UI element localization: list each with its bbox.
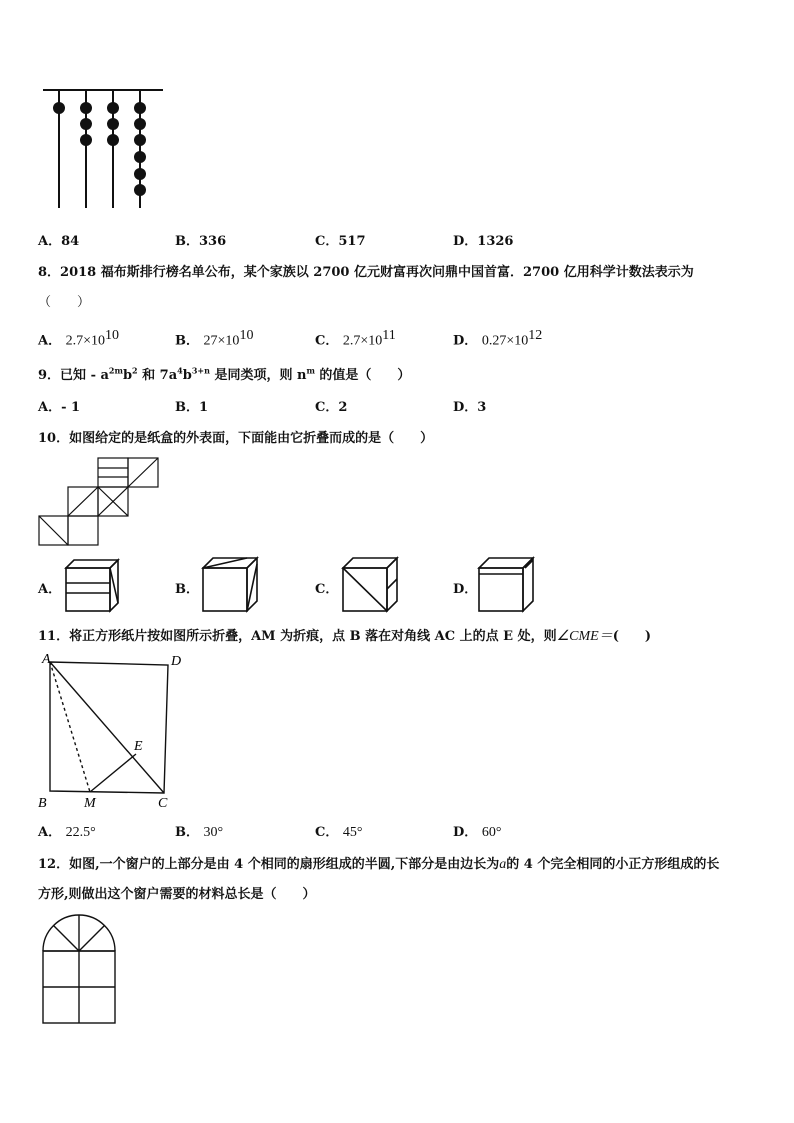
label-a: A [42,652,51,667]
label-m: M [84,796,96,811]
q10-option-c: C． [315,582,339,597]
cube-option-d [476,556,538,614]
q11-option-c: C． 45° [315,825,363,840]
q8-option-c: C． $2.7\times 10^{11}$ [315,328,396,349]
question-9-text: 9．已知 - $a^{2m}b^2$ 和 $7a^4b^{3+n}$ 是同类项，则 $n^m$ 的值是（ ） [38,365,411,383]
q7-option-b: B．336 [175,234,227,249]
question-10-text: 10．如图给定的是纸盒的外表面，下面能由它折叠而成的是（ ） [38,431,434,446]
q7-option-c: C．517 [315,234,366,249]
q10-option-a: A． [38,582,62,597]
cube-option-c [340,556,400,614]
label-e: E [134,739,143,754]
q9-option-b: B．1 [175,400,209,415]
q9-option-a: A．- 1 [38,400,81,415]
cube-option-a [63,558,123,614]
question-8-paren: （ ） [38,295,91,310]
q9-option-d: D．3 [453,400,487,415]
q11-option-d: D． 60° [453,825,502,840]
q7-option-d: D．1326 [453,234,514,249]
question-12-line-2: 方形,则做出这个窗户需要的材料总长是（ ） [38,887,316,902]
q7-option-a: A．84 [38,234,80,249]
box-net-figure [38,457,163,549]
q9-option-c: C．2 [315,400,348,415]
q10-option-b: B． [175,582,199,597]
square-fold-figure [36,650,196,810]
question-8-text: 8．2018 福布斯排行榜名单公布，某个家族以 2700 亿元财富再次问鼎中国首富．2700 亿用科学计数法表示为 [38,265,694,280]
q11-option-b: B． 30° [175,825,224,840]
question-12-line-1: 12．如图,一个窗户的上部分是由 4 个相同的扇形组成的半圆,下部分是由边长为a的 4 个完全相同的小正方形组成的长 [38,857,720,872]
window-figure [40,912,120,1026]
label-c: C [158,796,168,811]
q8-option-d: D． $0.27\times 10^{12}$ [453,328,543,349]
label-b: B [38,796,47,811]
cube-option-b [200,556,260,614]
abacus-figure [38,85,168,215]
label-d: D [171,654,182,669]
q8-option-a: A． $2.7\times 10^{10}$ [38,328,120,349]
q8-option-b: B． $27\times 10^{10}$ [175,328,254,349]
question-11-text: 11．将正方形纸片按如图所示折叠，AM 为折痕，点 B 落在对角线 AC 上的点 E 处，则∠CME＝( ) [38,629,652,644]
q11-option-a: A． 22.5° [38,825,96,840]
q10-option-d: D． [453,582,478,597]
